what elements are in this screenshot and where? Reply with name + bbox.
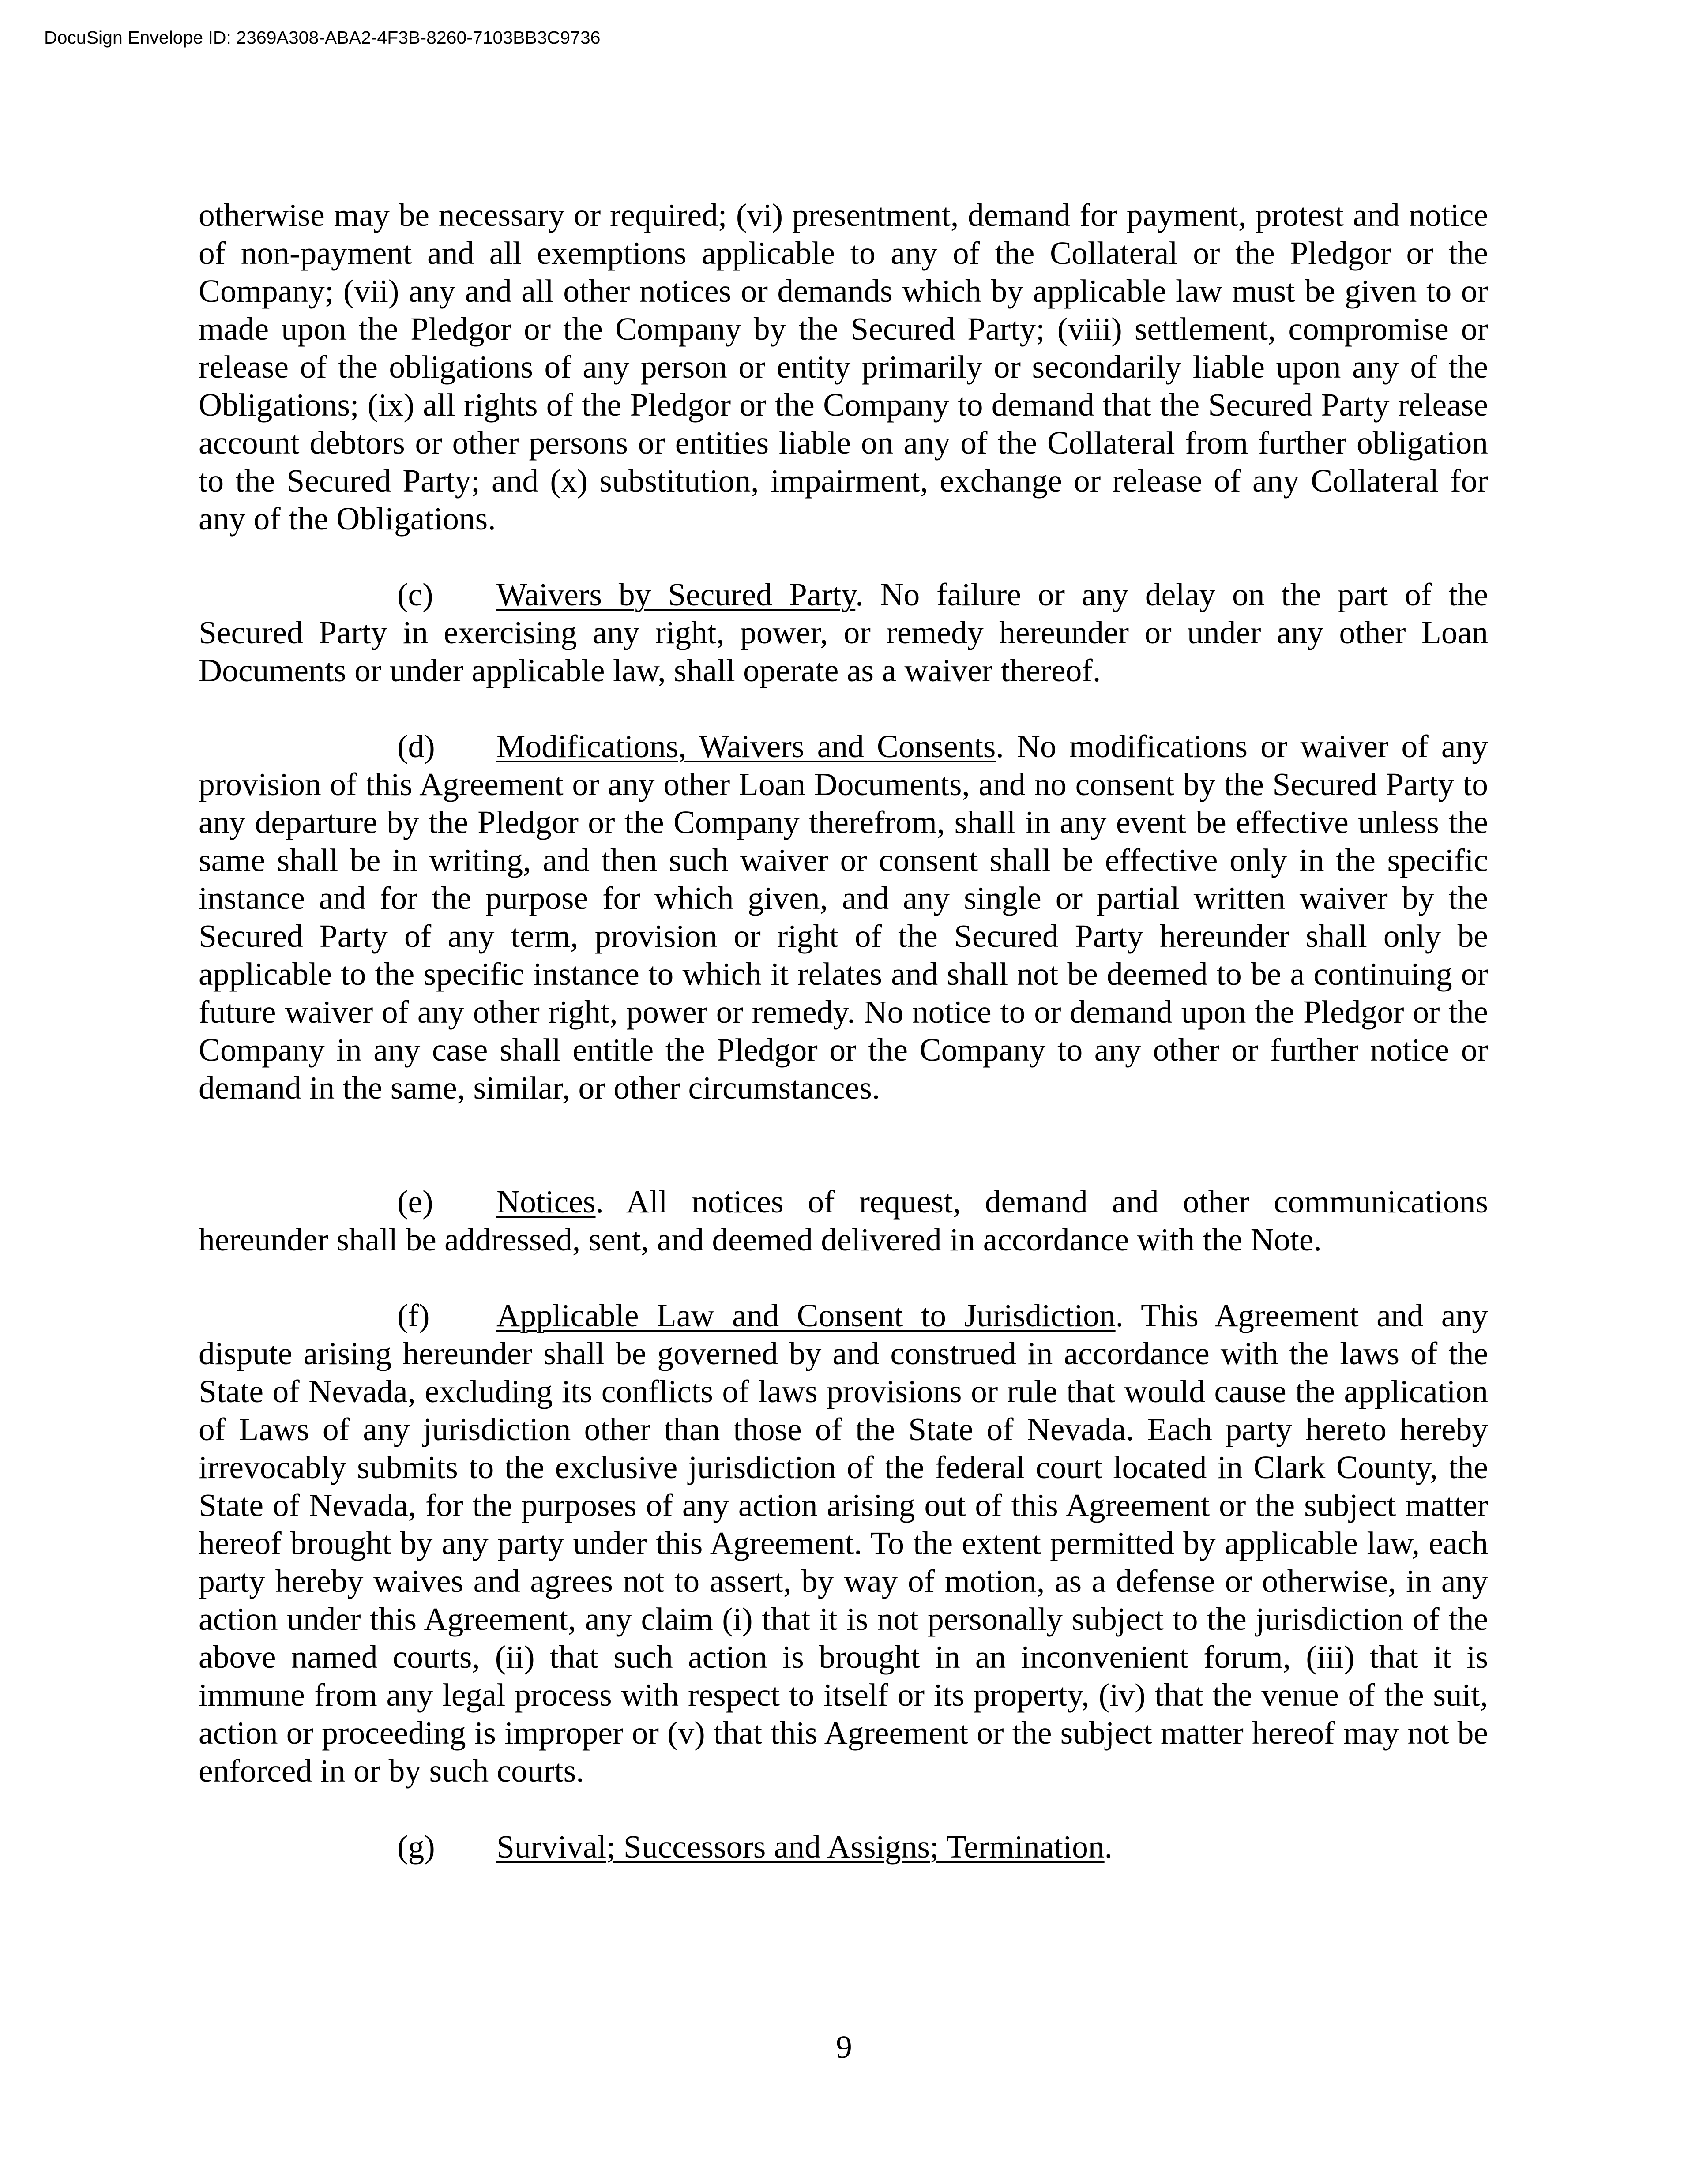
- envelope-id: DocuSign Envelope ID: 2369A308-ABA2-4F3B-8260-7103BB3C9736: [44, 27, 601, 48]
- section-d: [199, 728, 1488, 1107]
- section-heading: Notices: [496, 1184, 596, 1220]
- section-marker: (g): [397, 1829, 435, 1865]
- section-f: [199, 1297, 1488, 1790]
- section-marker: (f): [397, 1298, 430, 1333]
- section-heading: Modifications, Waivers and Consents: [496, 728, 996, 764]
- section-marker: (e): [397, 1184, 433, 1220]
- continuation-paragraph: otherwise may be necessary or required; (vi) presentment, demand for payment, protest and notice of non-payment and all exemptions applicable to any of the Collateral or the Pledgor or the Company; (vii) any and all other notices or demands which by applicable law must be given to or made upon the Pledgor or the Company by the Secured Party; (viii) settlement, compromise or release of the obligations of any person or entity primarily or secondarily liable upon any of the Obligations; (ix) all rights of the Pledgor or the Company to demand that the Secured Party release account debtors or other persons or entities liable on any of the Collateral from further obligation to the Secured Party; and (x) substitution, impairment, exchange or release of any Collateral for any of the Obligations.: [199, 197, 1488, 537]
- page-number: 9: [836, 2029, 852, 2065]
- section-e: [199, 1183, 1488, 1259]
- section-marker: (c): [397, 577, 433, 612]
- section-heading: Survival; Successors and Assigns; Termination: [496, 1829, 1105, 1865]
- section-text: . No failure or any delay on the part of the Secured Party in exercising any right, power, or remedy hereunder or under any other Loan Documents or under applicable law, shall operate as a waiver thereof.: [199, 577, 1489, 688]
- document-body: [199, 196, 1488, 1866]
- section-c: [199, 576, 1488, 690]
- section-text: . No modifications or waiver of any provision of this Agreement or any other Loan Documents, and no consent by the Secured Party to any departure by the Pledgor or the Company therefrom, shall in any event be effective unless the same shall be in writing, and then such waiver or consent shall be effective only in the specific instance and for the purpose for which given, and any single or partial written waiver by the Secured Party of any term, provision or right of the Secured Party hereunder shall only be applicable to the specific instance to which it relates and shall not be deemed to be a continuing or future waiver of any other right, power or remedy. No notice to or demand upon the Pledgor or the Company in any case shall entitle the Pledgor or the Company to any other or further notice or demand in the same, similar, or other circumstances.: [199, 728, 1488, 1106]
- section-text: . All notices of request, demand and other communications hereunder shall be addressed, sent, and deemed delivered in accordance with the Note.: [199, 1184, 1488, 1257]
- section-text: . This Agreement and any dispute arising hereunder shall be governed by and construed in accordance with the laws of the State of Nevada, excluding its conflicts of laws provisions or rule that would cause the application of Laws of any jurisdiction other than those of the State of Nevada. Each party hereto hereby irrevocably submits to the exclusive jurisdiction of the federal court located in Clark County, the State of Nevada, for the purposes of any action arising out of this Agreement or the subject matter hereof brought by any party under this Agreement. To the extent permitted by applicable law, each party hereby waives and agrees not to assert, by way of motion, as a defense or otherwise, in any action under this Agreement, any claim (i) that it is not personally subject to the jurisdiction of the above named courts, (ii) that such action is brought in an inconvenient forum, (iii) that it is immune from any legal process with respect to itself or its property, (iv) that the venue of the suit, action or proceeding is improper or (v) that this Agreement or the subject matter hereof may not be enforced in or by such courts.: [199, 1298, 1488, 1789]
- section-marker: (d): [397, 728, 435, 764]
- section-heading: Applicable Law and Consent to Jurisdiction: [496, 1298, 1116, 1333]
- section-heading: Waivers by Secured Party: [496, 577, 856, 612]
- section-text: .: [1104, 1829, 1113, 1865]
- section-g: [199, 1828, 1488, 1866]
